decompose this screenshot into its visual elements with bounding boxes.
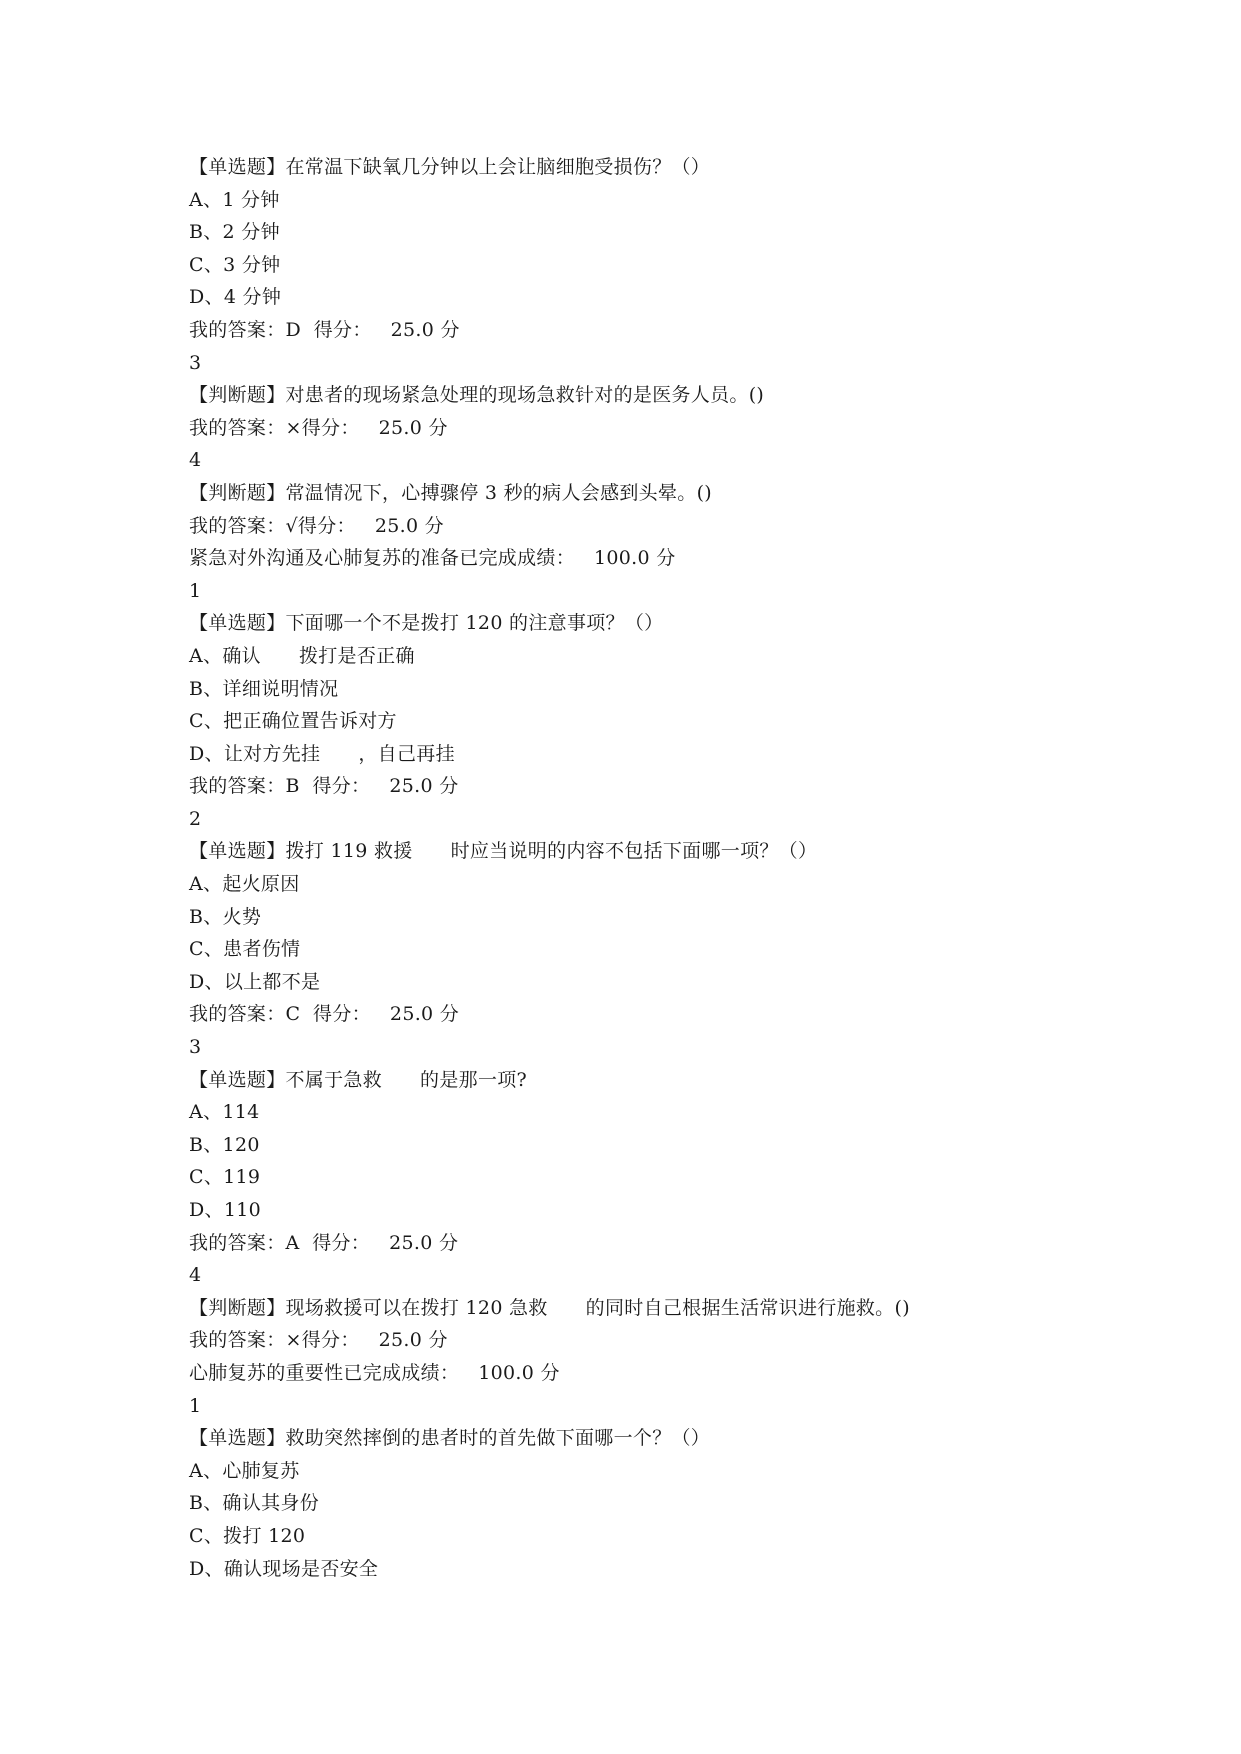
option-line: D、110 [189, 1199, 261, 1221]
question-line: 【单选题】救助突然摔倒的患者时的首先做下面哪一个？（） [189, 1427, 711, 1450]
option-line: B、2 分钟 [189, 221, 280, 244]
option-line: A、起火原因 [189, 873, 300, 896]
document-body [189, 151, 1089, 1585]
option-line: C、119 [189, 1166, 261, 1189]
option-line: B、详细说明情况 [189, 677, 339, 700]
question-number: 1 [189, 1394, 202, 1417]
option-line: A、确认 拨打是否正确 [189, 644, 415, 667]
option-line: B、火势 [189, 905, 262, 928]
option-line: C、3 分钟 [189, 253, 281, 276]
question-line: 【判断题】现场救援可以在拨打 120 急救 的同时自己根据生活常识进行施救。() [189, 1296, 910, 1319]
question-line: 【单选题】不属于急救 的是那一项? [189, 1068, 528, 1091]
option-line: A、心肺复苏 [189, 1459, 300, 1482]
question-line: 【单选题】拨打 119 救援 时应当说明的内容不包括下面哪一项？（） [189, 840, 818, 863]
question-line: 【判断题】常温情况下，心搏骤停 3 秒的病人会感到头晕。() [189, 481, 712, 504]
answer-score-line: 我的答案：B 得分： 25.0 分 [189, 775, 459, 798]
option-line: A、1 分钟 [189, 188, 280, 211]
option-line: D、让对方先挂 ，自己再挂 [189, 742, 455, 765]
answer-score-line: 我的答案：D 得分： 25.0 分 [189, 318, 460, 341]
question-number: 3 [189, 351, 202, 374]
answer-score-line: 我的答案：C 得分： 25.0 分 [189, 1003, 460, 1026]
option-line: D、以上都不是 [189, 970, 321, 993]
option-line: B、确认其身份 [189, 1492, 320, 1515]
question-number: 1 [189, 579, 202, 602]
answer-score-line: 我的答案：√得分： 25.0 分 [189, 514, 444, 537]
question-number: 2 [189, 807, 202, 830]
option-line: D、4 分钟 [189, 286, 282, 309]
question-number: 4 [189, 449, 202, 472]
option-line: B、120 [189, 1133, 260, 1156]
answer-score-line: 我的答案：×得分： 25.0 分 [189, 416, 448, 439]
option-line: C、拨打 120 [189, 1524, 306, 1547]
option-line: C、把正确位置告诉对方 [189, 710, 397, 733]
question-line: 【单选题】下面哪一个不是拨打 120 的注意事项？（） [189, 612, 664, 635]
question-number: 4 [189, 1264, 202, 1287]
answer-score-line: 我的答案：A 得分： 25.0 分 [189, 1231, 459, 1254]
answer-score-line: 我的答案：×得分： 25.0 分 [189, 1329, 448, 1352]
section-score-line: 心肺复苏的重要性已完成成绩： 100.0 分 [189, 1361, 560, 1384]
question-line: 【单选题】在常温下缺氧几分钟以上会让脑细胞受损伤？（） [189, 156, 711, 178]
question-line: 【判断题】对患者的现场紧急处理的现场急救针对的是医务人员。() [189, 384, 765, 407]
option-line: D、确认现场是否安全 [189, 1557, 379, 1580]
option-line: C、患者伤情 [189, 938, 301, 961]
option-line: A、114 [189, 1101, 260, 1124]
question-number: 3 [189, 1036, 202, 1059]
section-score-line: 紧急对外沟通及心肺复苏的准备已完成成绩： 100.0 分 [189, 547, 676, 570]
